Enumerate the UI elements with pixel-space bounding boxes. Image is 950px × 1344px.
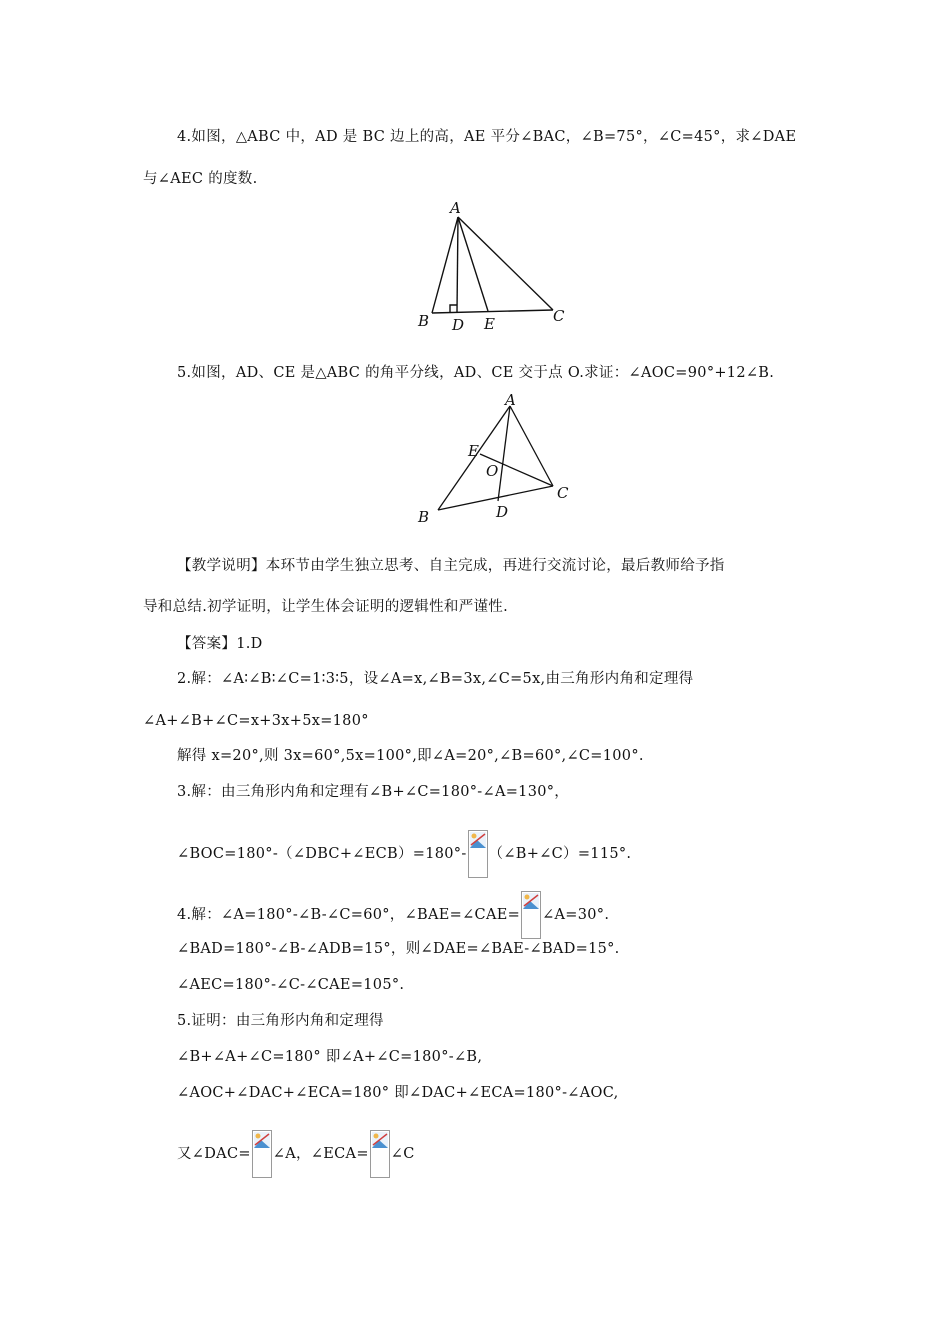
figure2-label-B: B — [418, 508, 430, 526]
triangle-figure-1 — [410, 195, 580, 340]
figure1-label-E: E — [484, 315, 495, 333]
answer-5-line-4 — [177, 1130, 415, 1178]
figure2-label-D: D — [496, 503, 509, 521]
answer-3-line-2-pre: ∠BOC=180°-（∠DBC+∠ECB）=180°- — [177, 846, 467, 862]
figure2-label-O: O — [486, 462, 499, 480]
answer-3-line-2 — [177, 830, 631, 878]
triangle-figure-2 — [410, 390, 580, 530]
answer-5-line-4-pre: 又∠DAC= — [177, 1146, 251, 1162]
figure2-label-E: E — [468, 442, 479, 460]
figure1-label-C: C — [553, 307, 565, 325]
teaching-note-line-2: 导和总结.初学证明，让学生体会证明的逻辑性和严谨性. — [143, 599, 509, 615]
figure2-label-C: C — [557, 484, 569, 502]
broken-image-icon — [468, 830, 488, 878]
answer-4-line-1-post: ∠A=30°. — [542, 907, 610, 923]
problem-4-line-1: 4.如图，△ABC 中，AD 是 BC 边上的高，AE 平分∠BAC，∠B=75°，∠C=45°，求∠DAE — [177, 129, 797, 145]
problem-4-line-2: 与∠AEC 的度数. — [143, 171, 258, 187]
answer-3-line-1: 3.解：由三角形内角和定理有∠B+∠C=180°-∠A=130°， — [177, 784, 570, 800]
answer-5-line-2: ∠B+∠A+∠C=180° 即∠A+∠C=180°-∠B, — [177, 1049, 483, 1065]
answer-2-line-1: 2.解：∠A∶∠B∶∠C=1∶3∶5，设∠A=x,∠B=3x,∠C=5x,由三角形内角和定理得 — [177, 671, 694, 687]
answer-5-line-4-post: ∠C — [390, 1146, 415, 1162]
answer-5-line-1: 5.证明：由三角形内角和定理得 — [177, 1013, 384, 1029]
answer-4-line-1-pre: 4.解：∠A=180°-∠B-∠C=60°，∠BAE=∠CAE= — [177, 907, 521, 923]
broken-image-icon — [521, 891, 541, 939]
answer-4-line-3: ∠AEC=180°-∠C-∠CAE=105°. — [177, 977, 405, 993]
broken-image-icon — [370, 1130, 390, 1178]
answer-5-line-3: ∠AOC+∠DAC+∠ECA=180° 即∠DAC+∠ECA=180°-∠AOC, — [177, 1085, 619, 1101]
answer-2-line-3: 解得 x=20°,则 3x=60°,5x=100°,即∠A=20°,∠B=60°,∠C=100°. — [177, 748, 644, 764]
teaching-note-line-1: 【教学说明】本环节由学生独立思考、自主完成，再进行交流讨论，最后教师给予指 — [177, 558, 725, 574]
figure1-label-A: A — [450, 199, 461, 217]
answer-4-line-2: ∠BAD=180°-∠B-∠ADB=15°，则∠DAE=∠BAE-∠BAD=15°. — [177, 941, 620, 957]
answer-2-line-2: ∠A+∠B+∠C=x+3x+5x=180° — [143, 713, 369, 729]
answer-1: 【答案】1.D — [177, 636, 263, 652]
broken-image-icon — [252, 1130, 272, 1178]
problem-5-line-1: 5.如图，AD、CE 是△ABC 的角平分线，AD、CE 交于点 O.求证：∠AOC=90°+12∠B. — [177, 365, 775, 381]
answer-4-line-1 — [177, 891, 609, 939]
figure1-label-D: D — [452, 316, 465, 334]
answer-3-line-2-post: （∠B+∠C）=115°. — [488, 846, 632, 862]
answer-5-line-4-mid: ∠A，∠ECA= — [272, 1146, 369, 1162]
figure2-label-A: A — [505, 391, 516, 409]
figure1-label-B: B — [418, 312, 430, 330]
